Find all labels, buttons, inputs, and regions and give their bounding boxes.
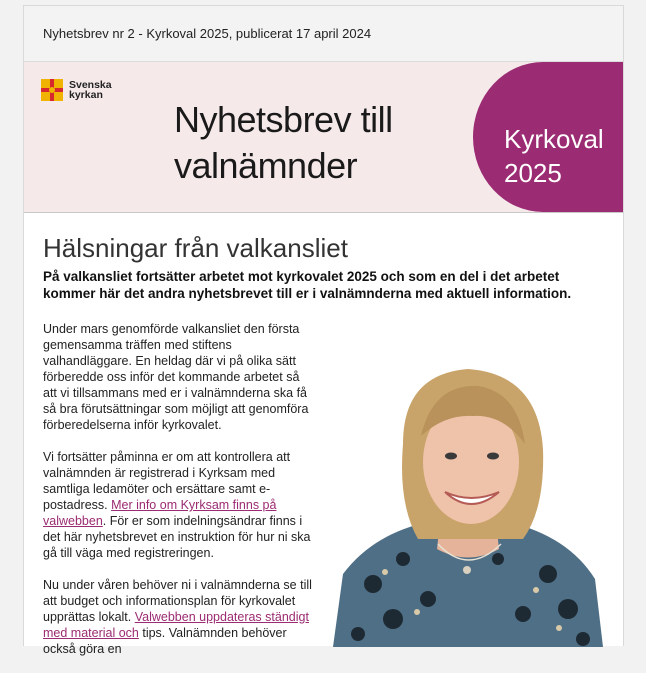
logo-line-2: kyrkan (69, 89, 103, 101)
article-heading: Hälsningar från valkansliet (43, 233, 348, 263)
portrait-image (333, 344, 603, 647)
logo-line-1: Svenska (69, 79, 112, 91)
svenska-kyrkan-logo (41, 79, 112, 101)
article-lead: På valkansliet fortsätter arbetet mot kyrkovalet 2025 och som en del i det arbetet kommer här det andra nyhetsbrevet till er i valnämnderna med aktuell information. (43, 269, 572, 301)
paragraph-3-tail: tips. Valnämnden behöver också göra en (43, 626, 287, 656)
newsletter-card (23, 5, 624, 656)
kyrksam-info-link[interactable]: Mer info om Kyrksam finns på valwebben (43, 498, 277, 528)
newsletter-meta-bar (24, 6, 623, 62)
paragraph-2-tail: . För er som indelningsändrar finns i det här nyhetsbrevet en instruktion för hur ni ska gå till väga med registreringen. (43, 514, 311, 560)
hero-title-line-1: Nyhetsbrev till (174, 99, 393, 140)
article-body (43, 321, 313, 673)
kyrkoval-badge (473, 62, 623, 212)
hero-title-line-2: valnämnder (174, 145, 358, 186)
church-cross-icon (41, 79, 63, 101)
logo-wordmark (69, 80, 112, 100)
paragraph-2 (43, 449, 313, 561)
badge-line-1: Kyrkoval (504, 124, 604, 154)
portrait-photo (333, 344, 603, 647)
paragraph-2-text: Vi fortsätter påminna er om att kontrollera att valnämnden är registrerad i Kyrksam med samtliga ledamöter och ersättare samt e-postadress. (43, 450, 291, 512)
badge-line-2: 2025 (504, 158, 562, 188)
paragraph-1: Under mars genomförde valkansliet den första gemensamma träffen med stiftens valhandläggare. En heldag där vi på olika sätt förberedde oss inför det kommande arbetet så att vi tillsammans med er i valnämnderna ska få så bra förutsättningar som möjligt att genomföra förberedelserna inför kyrkovalet. (43, 322, 309, 432)
article (24, 233, 623, 302)
paragraph-3-text: Nu under våren behöver ni i valnämnderna se till att budget och informationsplan för kyrkovalet upprättas lokalt. (43, 578, 312, 624)
newsletter-meta-text: Nyhetsbrev nr 2 - Kyrkoval 2025, publicerat 17 april 2024 (43, 26, 372, 41)
paragraph-3 (43, 577, 313, 657)
valwebben-link[interactable]: Valwebben uppdateras ständigt med material och (43, 610, 309, 640)
badge-text (504, 122, 604, 190)
hero-banner (24, 62, 623, 213)
hero-title (174, 97, 393, 189)
